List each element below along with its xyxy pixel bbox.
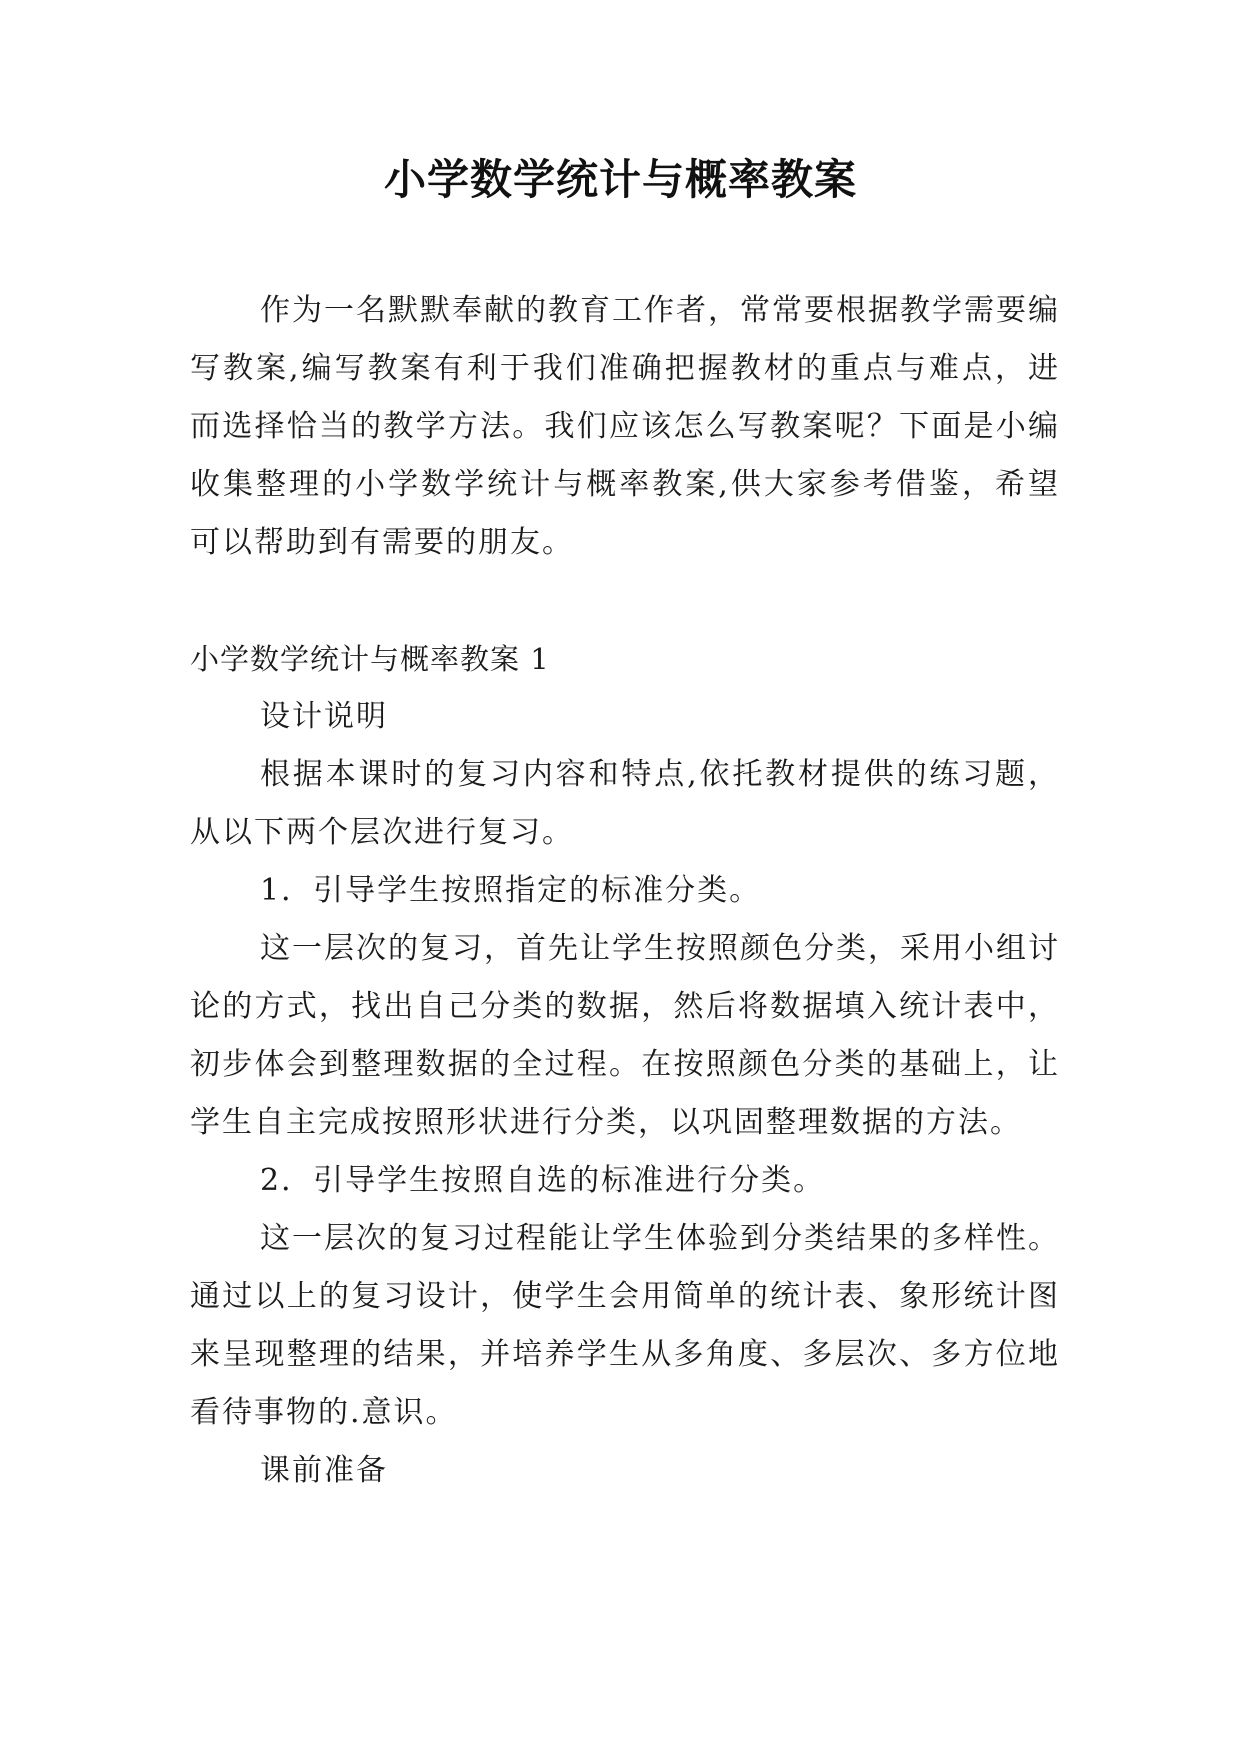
- paragraph-design-notes: 根据本课时的复习内容和特点,依托教材提供的练习题，从以下两个层次进行复习。: [190, 757, 1060, 850]
- document-body: [190, 282, 1060, 1500]
- intro-paragraph: 作为一名默默奉献的教育工作者，常常要根据教学需要编写教案,编写教案有利于我们准确把握教材的重点与难点，进而选择恰当的教学方法。我们应该怎么写教案呢？下面是小编收集整理的小学数学统计与概率教案,供大家参考借鉴，希望可以帮助到有需要的朋友。: [190, 293, 1060, 560]
- section-title: 小学数学统计与概率教案 1: [190, 642, 550, 676]
- paragraph-level-one: 1．引导学生按照指定的标准分类。: [260, 873, 762, 908]
- paragraph-design-notes-heading: 设计说明: [260, 699, 388, 734]
- paragraph-level-two-detail: 这一层次的复习过程能让学生体验到分类结果的多样性。通过以上的复习设计，使学生会用简单的统计表、象形统计图来呈现整理的结果，并培养学生从多角度、多层次、多方位地看待事物的.意识。: [190, 1221, 1060, 1430]
- document-title: 小学数学统计与概率教案: [383, 155, 857, 204]
- paragraph-level-one-detail: 这一层次的复习，首先让学生按照颜色分类，采用小组讨论的方式，找出自己分类的数据，然后将数据填入统计表中，初步体会到整理数据的全过程。在按照颜色分类的基础上，让学生自主完成按照形状进行分类，以巩固整理数据的方法。: [190, 931, 1060, 1140]
- paragraph-preparation-heading: 课前准备: [260, 1453, 388, 1488]
- paragraph-level-two: 2．引导学生按照自选的标准进行分类。: [260, 1163, 826, 1198]
